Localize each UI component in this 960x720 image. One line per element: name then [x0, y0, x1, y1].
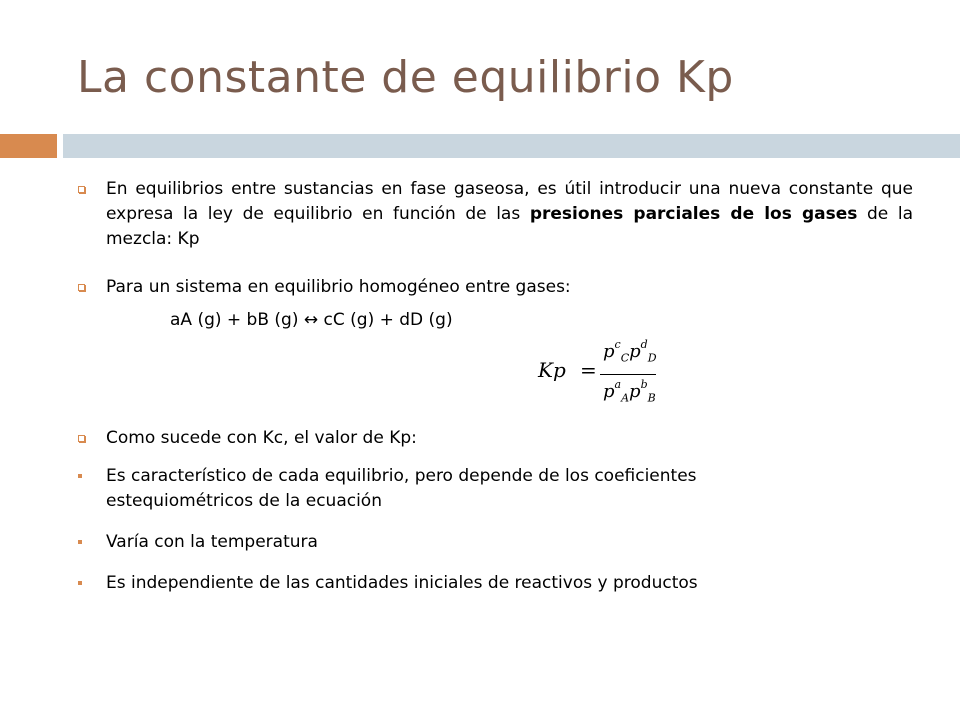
sub-bullet-item: [78, 464, 786, 514]
accent-bar-orange: [0, 134, 57, 158]
slide-body: [78, 177, 913, 300]
fraction-line: [600, 374, 656, 375]
bullet-item: [78, 426, 913, 451]
bullet-text: En equilibrios entre sustancias en fase gaseosa, es útil introducir una nueva constante que expresa la ley de equilibrio en función de las: [106, 179, 913, 224]
filled-square-bullet-icon: [78, 540, 82, 544]
filled-square-bullet-icon: [78, 474, 82, 478]
hollow-square-bullet-icon: [78, 284, 85, 291]
formula-lhs: Kp: [538, 358, 566, 382]
bullet-bold-text: presiones parciales de los gases: [529, 204, 858, 224]
slide-title: La constante de equilibrio Kp: [77, 52, 734, 103]
filled-square-bullet-icon: [78, 581, 82, 585]
sub-bullet-item: [78, 571, 913, 596]
bullet-text-end: de la mezcla: Kp: [106, 204, 913, 249]
bullet-item: [78, 275, 913, 300]
hollow-square-bullet-icon: [78, 186, 85, 193]
reaction-equation: aA (g) + bB (g) ↔ cC (g) + dD (g): [170, 310, 453, 330]
bullet-text: Como sucede con Kc, el valor de Kp:: [106, 428, 417, 448]
formula-numerator: $p^c_Cp^d_D$: [603, 338, 657, 365]
sub-bullet-text: Varía con la temperatura: [106, 532, 318, 552]
hollow-square-bullet-icon: [78, 435, 85, 442]
formula-denominator: $p^a_Ap^b_B$: [603, 378, 656, 405]
kp-formula: [538, 338, 658, 410]
accent-bar-blue: [63, 134, 960, 158]
sub-bullet-text: Es independiente de las cantidades iniciales de reactivos y productos: [106, 573, 698, 593]
bullet-item: [78, 177, 913, 252]
sub-bullet-text: Es característico de cada equilibrio, pero depende de los coeficientes estequiométricos de la ecuación: [106, 466, 697, 511]
formula-equals: =: [580, 358, 597, 382]
sub-bullet-item: [78, 530, 913, 555]
bullet-text: Para un sistema en equilibrio homogéneo entre gases:: [106, 277, 571, 297]
slide-body-lower: [78, 426, 913, 596]
